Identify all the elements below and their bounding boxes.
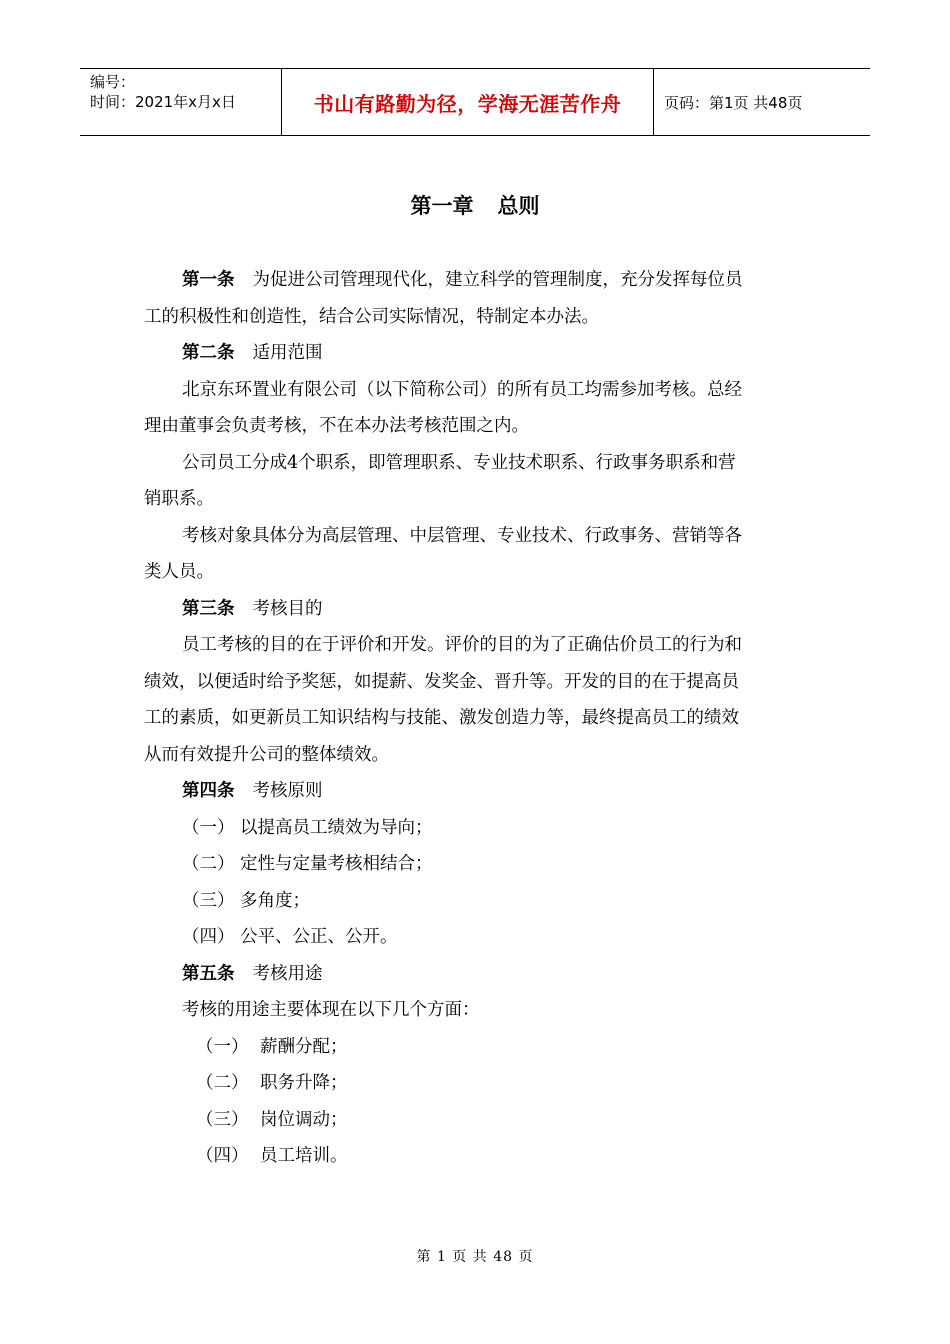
article-2-paragraph-3: [144, 518, 824, 591]
page-footer: 第 1 页 共 48 页: [416, 1249, 534, 1265]
chapter-title: [0, 190, 950, 220]
article-2-p2-line-1: 公司员工分成4个职系，即管理职系、专业技术职系、行政事务职系和营: [182, 452, 736, 473]
article-2-heading: [144, 335, 824, 372]
article-3-line-1: 员工考核的目的在于评价和开发。评价的目的为了正确估价员工的行为和: [182, 635, 742, 655]
article-1: [144, 262, 824, 335]
article-3-line-4: 从而有效提升公司的整体绩效。: [144, 744, 389, 765]
chapter-name: 总则: [497, 194, 540, 218]
date-label: 时间：2021年x月x日: [90, 93, 236, 111]
list-item: （一） 薪酬分配；: [196, 1036, 348, 1057]
list-item: （二） 职务升降；: [196, 1073, 348, 1093]
article-3-title: 第三条: [182, 598, 235, 619]
article-3-line-2: 绩效，以便适时给予奖惩，如提薪、发奖金、晋升等。开发的目的在于提高员: [144, 671, 739, 692]
article-3-line-3: 工的素质，如更新员工知识结构与技能、激发创造力等，最终提高员工的绩效: [144, 708, 739, 728]
article-2-p3-line-1: 考核对象具体分为高层管理、中层管理、专业技术、行政事务、营销等各: [182, 525, 742, 546]
article-4-heading: [144, 773, 824, 810]
article-5-intro: 考核的用途主要体现在以下几个方面：: [182, 1000, 480, 1020]
header-page-info: 页码：第1页 共48页: [664, 93, 803, 112]
article-4-heading-text: 考核原则: [252, 781, 323, 801]
list-item: （一） 以提高员工绩效为导向；: [182, 817, 433, 838]
article-5-heading-text: 考核用途: [252, 963, 323, 984]
number-label: 编号：: [90, 73, 136, 91]
list-item: （四） 员工培训。: [196, 1146, 348, 1166]
article-5-heading: [144, 956, 824, 993]
header-table: [80, 68, 870, 136]
article-3-heading: [144, 591, 824, 628]
article-5-list: [144, 1029, 824, 1175]
article-3-heading-text: 考核目的: [252, 598, 323, 619]
article-2-p2-line-2: 销职系。: [144, 489, 214, 509]
header-meta: [80, 69, 281, 135]
list-item: （三） 岗位调动；: [196, 1109, 348, 1130]
article-1-title: 第一条: [182, 270, 235, 290]
article-4-title: 第四条: [182, 781, 235, 801]
list-item: （二） 定性与定量考核相结合；: [182, 854, 433, 874]
article-2-heading-text: 适用范围: [252, 343, 323, 363]
article-2-paragraph-1: [144, 372, 824, 445]
list-item: （三） 多角度；: [182, 890, 310, 911]
article-2-p1-line-2: 理由董事会负责考核，不在本办法考核范围之内。: [144, 416, 529, 436]
article-4-list: [144, 810, 824, 956]
article-3-paragraph: [144, 627, 824, 773]
article-2-paragraph-2: [144, 445, 824, 518]
header-motto: 书山有路勤为径，学海无涯苦作舟: [281, 69, 654, 135]
chapter-number: 第一章: [410, 194, 474, 218]
article-2-p1-line-1: 北京东环置业有限公司（以下简称公司）的所有员工均需参加考核。总经: [182, 379, 742, 400]
article-2-p3-line-2: 类人员。: [144, 562, 214, 582]
article-1-line-1: 为促进公司管理现代化，建立科学的管理制度，充分发挥每位员: [252, 270, 743, 290]
article-1-line-2: 工的积极性和创造性，结合公司实际情况，特制定本办法。: [144, 306, 599, 327]
article-5-title: 第五条: [182, 963, 235, 984]
document-body: [144, 262, 824, 1175]
list-item: （四） 公平、公正、公开。: [182, 927, 398, 947]
article-2-title: 第二条: [182, 343, 235, 363]
